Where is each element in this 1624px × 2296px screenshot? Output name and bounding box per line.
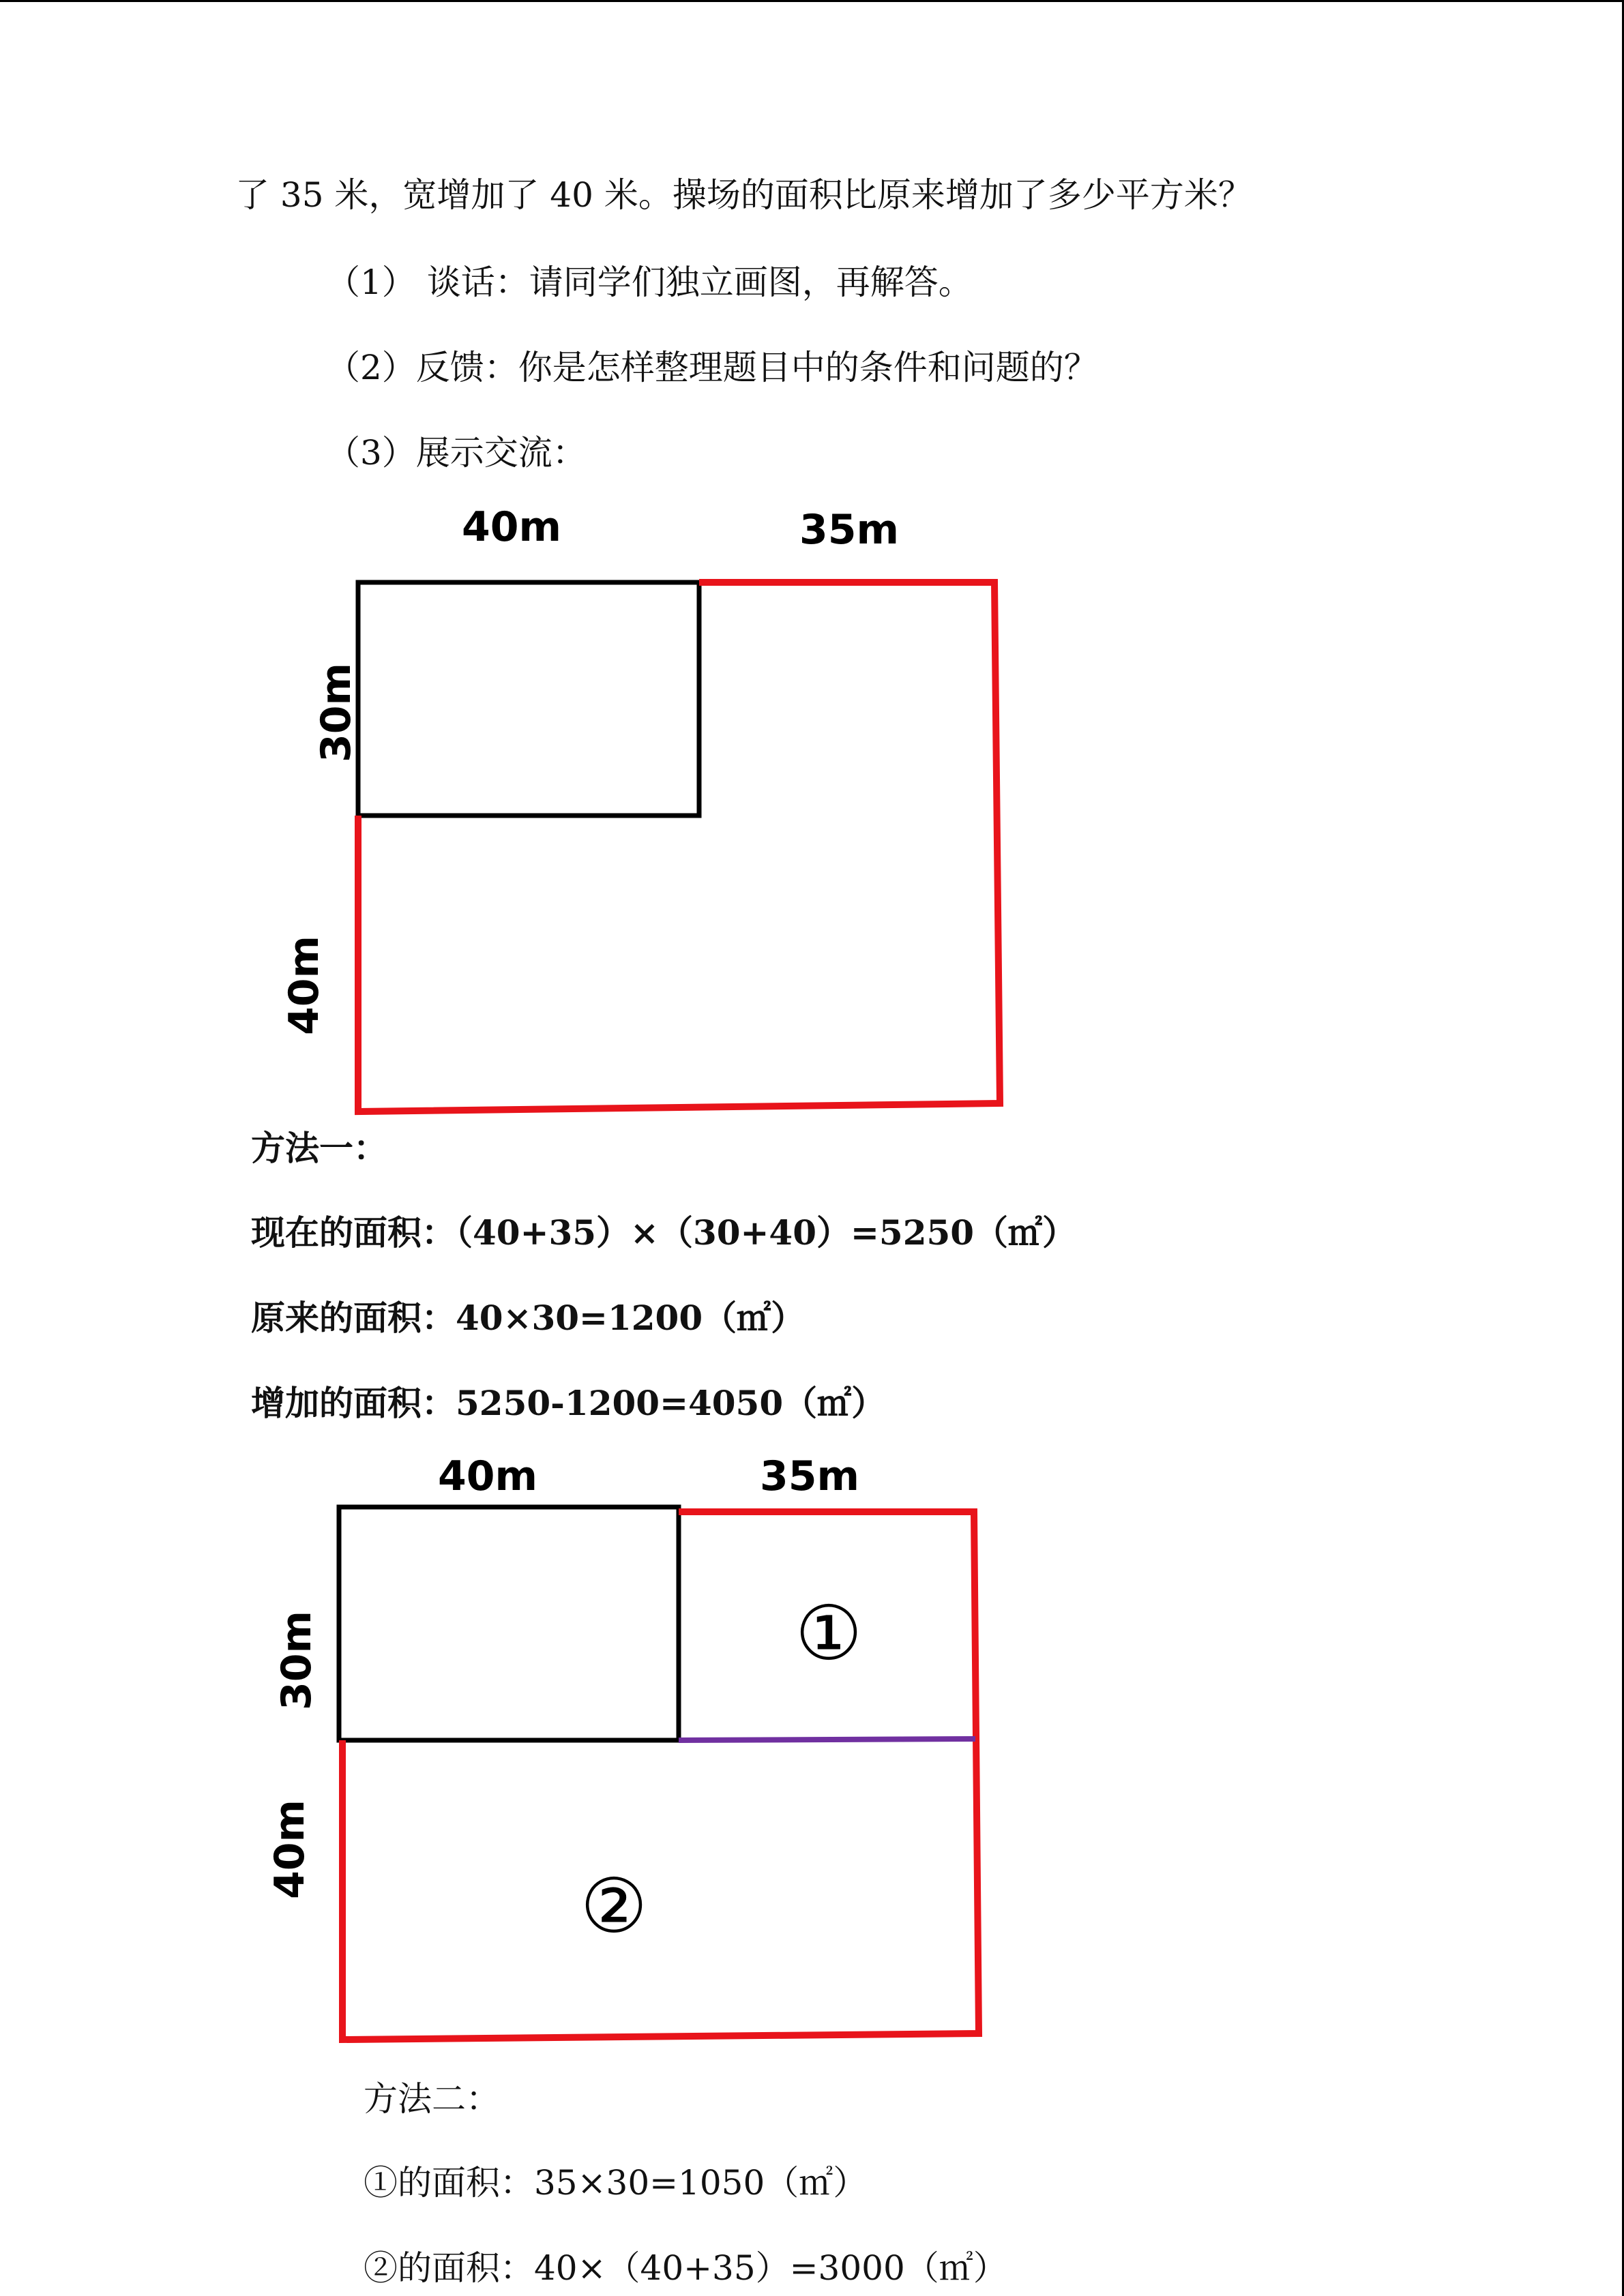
region-divider-line	[679, 1739, 975, 1740]
dim-label-top-right: 35m	[759, 1452, 860, 1500]
area-diagram-2	[259, 1446, 1064, 2059]
method-2-heading: 方法二：	[364, 2079, 500, 2119]
dim-label-side-lower: 40m	[280, 935, 328, 1036]
dim-label-top-right: 35m	[799, 506, 900, 554]
region-2-marker: ②	[580, 1862, 648, 1950]
dim-label-side-lower: 40m	[266, 1799, 314, 1900]
step-1-text: （1） 谈话：请同学们独立画图，再解答。	[326, 263, 973, 302]
dim-label-side-upper: 30m	[273, 1610, 321, 1711]
dim-label-side-upper: 30m	[312, 662, 360, 763]
method-1-heading: 方法一：	[251, 1128, 387, 1168]
method-1-line-3: 增加的面积：5250-1200=4050（㎡）	[251, 1383, 886, 1423]
method-1-line-1: 现在的面积：（40+35）×（30+40）=5250（㎡）	[251, 1212, 1077, 1253]
original-field-rect	[339, 1507, 679, 1740]
extended-field-outline	[342, 1512, 979, 2040]
dim-label-top-left: 40m	[461, 503, 562, 551]
page-top-border	[0, 0, 1624, 2]
method-2-line-2: ②的面积：40×（40+35）=3000（㎡）	[364, 2248, 1007, 2288]
dim-label-top-left: 40m	[437, 1452, 538, 1500]
method-2-line-1: ①的面积：35×30=1050（㎡）	[364, 2163, 868, 2203]
original-field-rect	[358, 582, 699, 816]
region-1-marker: ①	[795, 1590, 863, 1677]
extended-field-outline	[358, 582, 1000, 1112]
step-3-text: （3）展示交流：	[326, 433, 587, 473]
method-1-line-2: 原来的面积：40×30=1200（㎡）	[251, 1298, 806, 1338]
step-2-text: （2）反馈：你是怎样整理题目中的条件和问题的？	[326, 348, 1098, 387]
area-diagram-1	[259, 491, 1064, 1118]
problem-text: 了 35 米，宽增加了 40 米。操场的面积比原来增加了多少平方米？	[235, 175, 1252, 215]
